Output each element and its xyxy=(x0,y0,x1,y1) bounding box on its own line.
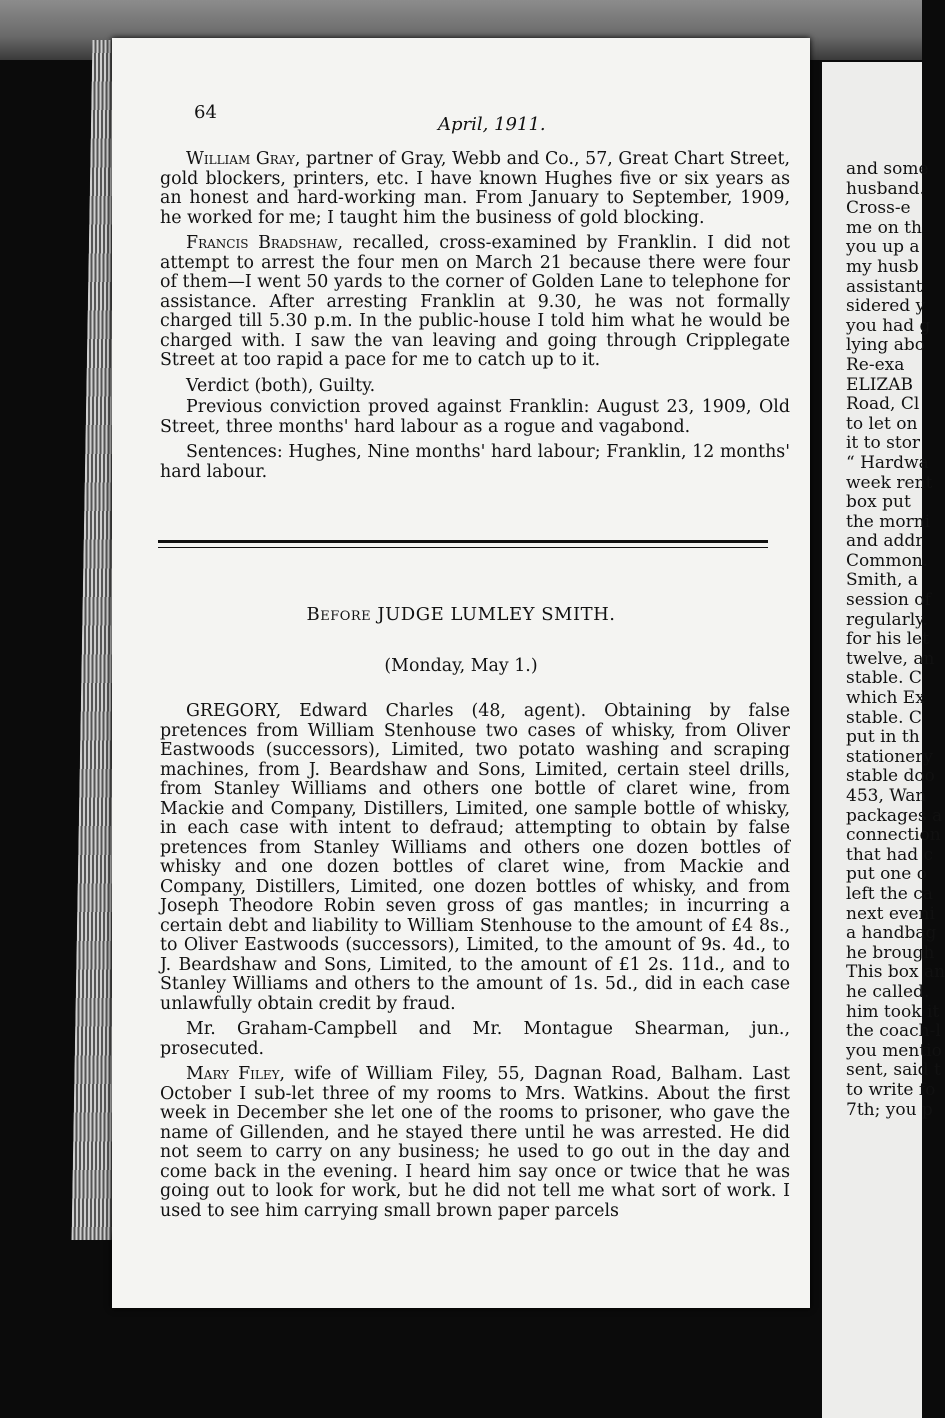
bottom-text-block xyxy=(160,702,790,1227)
witness-name: William Gray xyxy=(186,149,295,169)
right-page-line: regularly. xyxy=(846,609,928,630)
right-page-line: ELIZAB xyxy=(846,374,913,395)
paragraph xyxy=(160,443,790,482)
right-page-line: 7th; you p xyxy=(846,1099,933,1120)
right-page-line: stable doo xyxy=(846,766,935,787)
right-page-line: Re-exa xyxy=(846,354,905,375)
right-page-line: assistant xyxy=(846,276,923,297)
right-page-line: my husb xyxy=(846,256,919,277)
paragraph-text: Verdict (both), Guilty. xyxy=(186,375,376,396)
right-page-line: put in th xyxy=(846,727,920,748)
paragraph xyxy=(160,398,790,437)
right-page-line: connection xyxy=(846,825,941,846)
section-heading: Before JUDGE LUMLEY SMITH. xyxy=(306,604,616,625)
right-page-line: it to stor xyxy=(846,433,921,454)
top-text-block xyxy=(160,150,790,488)
right-page-line: him took it xyxy=(846,1001,940,1022)
running-date: April, 1911. xyxy=(438,114,546,135)
right-page-line: 453, Wan xyxy=(846,786,927,806)
right-page-line: sidered y xyxy=(846,296,926,317)
right-page-line: Smith, a xyxy=(846,570,918,591)
paragraph-text: Sentences: Hughes, Nine months' hard labour; Franklin, 12 months' hard labour. xyxy=(160,442,790,482)
right-page-line: sent, said t xyxy=(846,1060,941,1081)
right-page-line: Road, Cl xyxy=(846,394,920,415)
section-subheading: (Monday, May 1.) xyxy=(384,656,538,676)
right-page-line: for his let xyxy=(846,629,929,650)
right-page-line: stationery xyxy=(846,746,933,767)
right-page-line: you had g xyxy=(846,315,931,336)
right-page-line: you up a xyxy=(846,237,920,258)
right-page-line: next eveni xyxy=(846,903,935,924)
right-page-line: lying abo xyxy=(846,335,925,356)
right-page-line: husband. xyxy=(846,178,925,199)
paragraph-text: , wife of William Filey, 55, Dagnan Road, Balham. Last October I sub-let three of my rooms to Mrs. Watkins. About the first week in December she let one of the rooms to prisoner, who gave the name of Gillenden, and he stayed there until he was arrested. He did not seem to carry on any business; he used to go out in the day and come back in the evening. I heard him say once or twice that he was going out to look for work, but he did not tell me what sort of work. I used to see him carrying small brown paper parcels xyxy=(160,1064,790,1221)
right-page-text xyxy=(846,159,945,1120)
right-page-line: me on th xyxy=(846,217,922,238)
page-header xyxy=(194,102,754,135)
section-rule-thick xyxy=(158,540,768,543)
paragraph-text: , recalled, cross-examined by Franklin. I did not attempt to arrest the four men on March 21 because there were four of them—I went 50 yards to the corner of Golden Lane to telephone for assistance. After arresting Franklin at 9.30, he was not formally charged till 5.30 p.m. In the public-house I told him what he would be charged with. I saw the van leaving and going through Cripplegate Street at too rapid a pace for me to catch up to it. xyxy=(160,233,790,370)
right-page-line: session of xyxy=(846,590,931,611)
paragraph xyxy=(160,1020,790,1059)
paragraph xyxy=(160,150,790,228)
right-page-line: This box an xyxy=(846,962,945,983)
right-page-line: stable. C xyxy=(846,707,922,728)
right-page-line: Cross-e xyxy=(846,198,911,219)
left-page xyxy=(112,38,810,1308)
right-page-line: to write fo xyxy=(846,1079,936,1100)
witness-name: Francis Bradshaw xyxy=(186,233,338,253)
right-page-line: and some xyxy=(846,159,929,179)
right-page-line: that had c xyxy=(846,844,934,865)
paragraph-text: Mr. Graham-Campbell and Mr. Montague Shearman, jun., prosecuted. xyxy=(160,1019,790,1059)
right-page-line: put one o xyxy=(846,864,927,885)
right-page-line: and addr xyxy=(846,531,924,552)
right-page-line: twelve, an xyxy=(846,648,935,669)
right-page-line: he called. xyxy=(846,981,930,1002)
right-page-line: box put xyxy=(846,492,911,513)
paragraph xyxy=(160,702,790,1014)
right-page-line: “ Hardwa xyxy=(846,452,929,473)
right-page-line: you mentio xyxy=(846,1040,942,1061)
right-page-line: the coach-l xyxy=(846,1021,941,1042)
paragraph-text: GREGORY, Edward Charles (48, agent). Obtaining by false pretences from William Stenhouse two cases of whisky, from Oliver Eastwoods (successors), Limited, two potato washing and scraping machines, from J. Beardshaw and Sons, Limited, certain steel drills, from Stanley Williams and others one bottle of claret wine, from Mackie and Company, Distillers, Limited, one sample bottle of whisky, in each case with intent to defraud; attempting to obtain by false pretences from Stanley Williams and others one dozen bottles of whisky and one dozen bottles of claret wine, from Mackie and Company, Distillers, Limited, one dozen bottles of whisky, and from Joseph Theodore Robin seven gross of gas mantles; in incurring a certain debt and liability to William Stenhouse to the amount of £4 8s., to Oliver Eastwoods (successors), Limited, to the amount of 9s. 4d., to J. Beardshaw and Sons, Limited, to the amount of £1 2s. 11d., and to Stanley Williams and others to the amount of 1s. 5d., did in each case unlawfully obtain credit by fraud. xyxy=(160,701,790,1014)
right-page-line: stable. C xyxy=(846,668,922,689)
right-page-line: Common. xyxy=(846,550,929,571)
page-number: 64 xyxy=(194,102,217,123)
section-rule-thin xyxy=(158,547,768,548)
paragraph xyxy=(160,377,790,397)
paragraph-text: , partner of Gray, Webb and Co., 57, Great Chart Street, gold blockers, printers, etc. I have known Hughes five or six years as an honest and hard-working man. From January to September, 1909, he worked for me; I taught him the business of gold blocking. xyxy=(160,149,790,228)
right-page-line: to let on xyxy=(846,413,918,434)
right-page-line: he brough xyxy=(846,942,935,963)
right-page-line: packages a xyxy=(846,805,943,826)
right-page-line: left the ca xyxy=(846,883,933,904)
right-page-line: week rent xyxy=(846,472,933,493)
witness-name: Mary Filey xyxy=(186,1064,280,1084)
right-page-line: a handbag xyxy=(846,923,937,944)
paragraph xyxy=(160,234,790,371)
right-page-line: which Ex xyxy=(846,688,925,709)
paragraph-text: Previous conviction proved against Franklin: August 23, 1909, Old Street, three months' hard labour as a rogue and vagabond. xyxy=(160,397,790,437)
right-page-line: the morni xyxy=(846,511,931,532)
paragraph xyxy=(160,1065,790,1221)
